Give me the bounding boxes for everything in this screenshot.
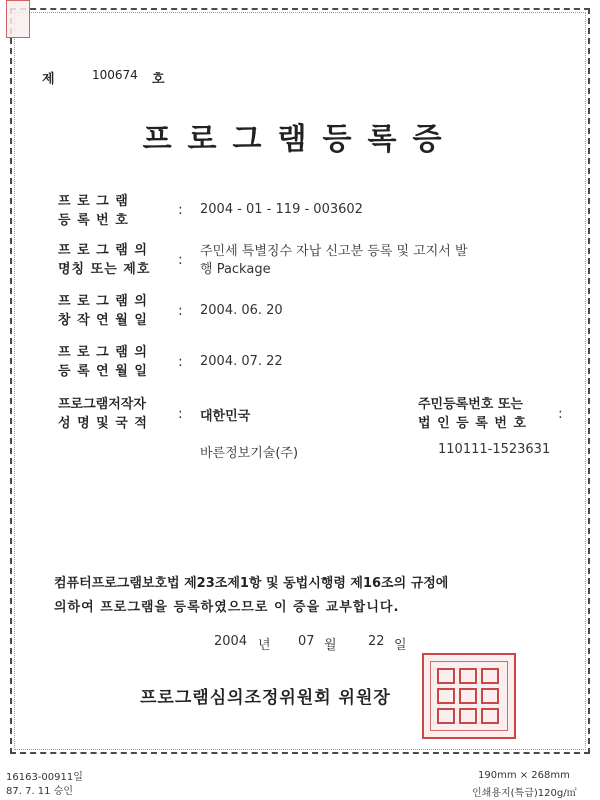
registration-date-value: 2004. 07. 22 <box>200 354 283 369</box>
year-unit: 년 <box>258 638 271 653</box>
creation-date-label-1: 프 로 그 램 의 <box>58 294 148 309</box>
program-name-value-line-1: 주민세 특별징수 자납 신고분 등록 및 고지서 발 <box>200 244 468 259</box>
official-seal-stamp <box>422 653 516 739</box>
issue-day: 22 <box>368 634 385 649</box>
reg-number-label-1: 프 로 그 램 <box>58 194 129 209</box>
approval-date: 87. 7. 11 승인 <box>6 786 74 797</box>
month-unit: 월 <box>324 638 337 653</box>
issue-year: 2004 <box>214 634 248 649</box>
registration-date-label-1: 프 로 그 램 의 <box>58 345 148 360</box>
body-text-line-2: 의하여 프로그램을 등록하였으므로 이 증을 교부합니다. <box>54 600 400 615</box>
page-title: 프로그램등록증 <box>142 122 458 157</box>
body-text-line-1: 컴퓨터프로그램보호법 제23조제1항 및 동법시행령 제16조의 규정에 <box>54 576 449 591</box>
colon: : <box>178 252 183 268</box>
colon: : <box>178 303 183 319</box>
number-suffix: 호 <box>152 72 165 87</box>
corp-number-label-1: 주민등록번호 또는 <box>418 397 523 412</box>
author-label-2: 성 명 및 국 적 <box>58 416 148 431</box>
colon: : <box>178 406 183 422</box>
paper-size: 190mm × 268mm <box>478 770 570 781</box>
author-label-1: 프로그램저작자 <box>58 397 146 412</box>
program-name-label-2: 명칭 또는 제호 <box>58 262 151 277</box>
colon: : <box>178 354 183 370</box>
author-name: 바른정보기술(주) <box>200 446 299 461</box>
day-unit: 일 <box>394 638 407 653</box>
creation-date-label-2: 창 작 연 월 일 <box>58 313 148 328</box>
program-name-value-line-2: 행 Package <box>200 262 271 277</box>
colon: : <box>558 406 563 422</box>
paper-spec: 인쇄용지(특급)120g/㎡ <box>472 788 577 799</box>
author-nationality: 대한민국 <box>200 409 251 424</box>
program-name-label-1: 프 로 그 램 의 <box>58 243 148 258</box>
corp-number-label-2: 법 인 등 록 번 호 <box>418 416 527 431</box>
reg-number-label-2: 등 록 번 호 <box>58 213 129 228</box>
number-prefix: 제 <box>42 72 55 87</box>
form-code: 16163-00911일 <box>6 772 83 783</box>
corp-number-value: 110111-1523631 <box>438 442 551 457</box>
top-seal-stamp <box>6 0 30 38</box>
certificate-number: 100674 <box>92 68 138 82</box>
creation-date-value: 2004. 06. 20 <box>200 303 283 318</box>
reg-number-value: 2004 - 01 - 119 - 003602 <box>200 202 363 217</box>
registration-date-label-2: 등 록 연 월 일 <box>58 364 148 379</box>
colon: : <box>178 202 183 218</box>
issuer-title: 프로그램심의조정위원회 위원장 <box>140 688 391 708</box>
issue-month: 07 <box>298 634 315 649</box>
